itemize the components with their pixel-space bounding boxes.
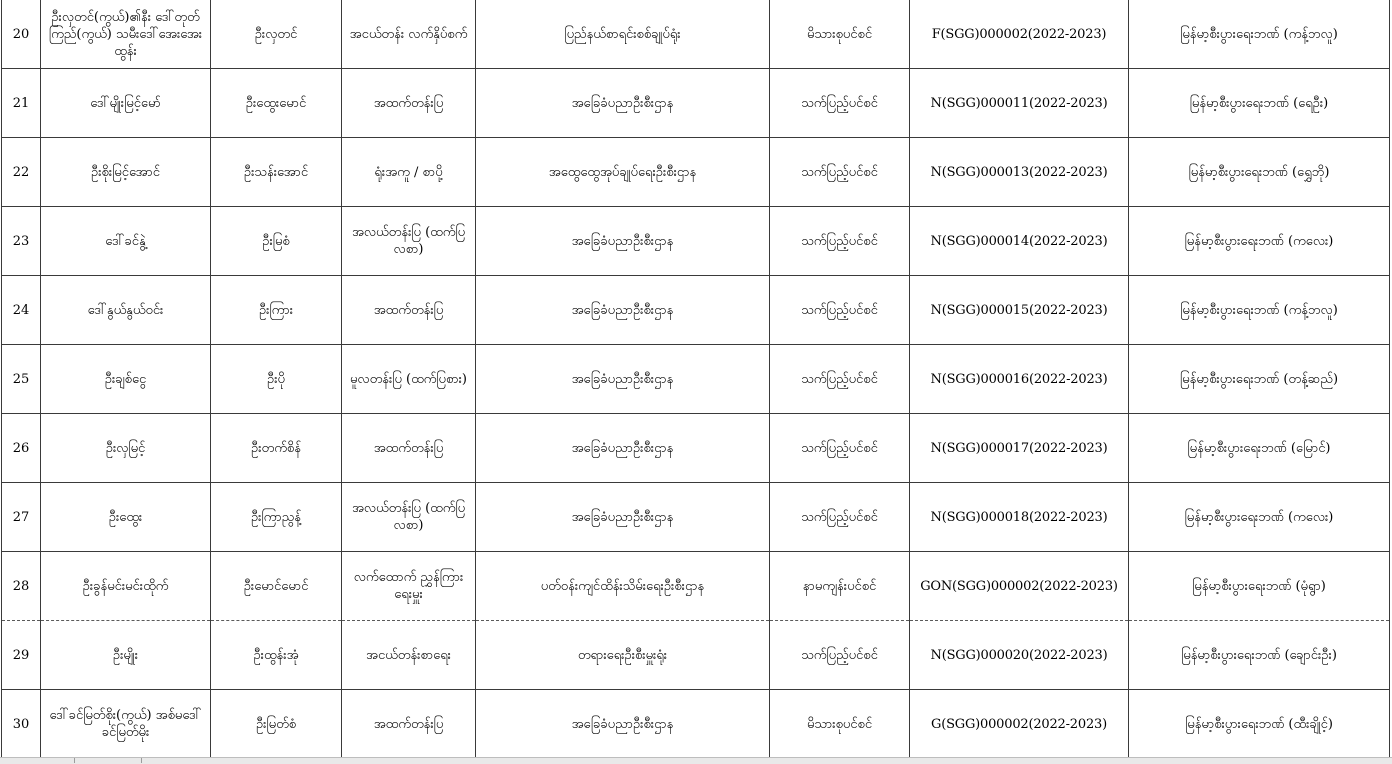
position: အထက်တန်းပြ (342, 690, 476, 759)
father-name: ဦးကြာညွန့် (211, 483, 342, 552)
person-name: ဒေါ်နွယ်နွယ်ဝင်း (41, 276, 211, 345)
bank-branch: မြန်မာ့စီးပွားရေးဘဏ် (တန့်ဆည်) (1129, 345, 1390, 414)
pension-type: မိသားစုပင်စင် (770, 0, 910, 69)
department: အခြေခံပညာဦးစီးဌာန (476, 69, 770, 138)
row-number: 27 (2, 483, 41, 552)
father-name: ဦးပို (211, 345, 342, 414)
row-number: 20 (2, 0, 41, 69)
sheet-tab-divider (141, 758, 142, 763)
bank-branch: မြန်မာ့စီးပွားရေးဘဏ် (ရေဦး) (1129, 69, 1390, 138)
person-name: ဦးလှမြင့် (41, 414, 211, 483)
table-row (2, 0, 1390, 69)
person-name: ဒေါ်မျိုးမြင့်မော် (41, 69, 211, 138)
pension-type: မိသားစုပင်စင် (770, 690, 910, 759)
table-row (2, 276, 1390, 345)
father-name: ဦးမြစံ (211, 207, 342, 276)
father-name: ဦးလှတင် (211, 0, 342, 69)
position: အလယ်တန်းပြ (ထက်ပြလစာ) (342, 207, 476, 276)
pension-number: N(SGG)000017(2022-2023) (910, 414, 1129, 483)
department: အခြေခံပညာဦးစီးဌာန (476, 276, 770, 345)
row-number: 23 (2, 207, 41, 276)
bank-branch: မြန်မာ့စီးပွားရေးဘဏ် (မုံရွာ) (1129, 552, 1390, 621)
row-number: 21 (2, 69, 41, 138)
row-number: 26 (2, 414, 41, 483)
father-name: ဦးသန်းအောင် (211, 138, 342, 207)
pension-number: N(SGG)000013(2022-2023) (910, 138, 1129, 207)
pension-number: N(SGG)000020(2022-2023) (910, 621, 1129, 690)
person-name: ဒေါ်ခင်နွဲ့ (41, 207, 211, 276)
bank-branch: မြန်မာ့စီးပွားရေးဘဏ် (ရွှေဘို) (1129, 138, 1390, 207)
department: ပြည်နယ်စာရင်းစစ်ချုပ်ရုံး (476, 0, 770, 69)
pension-type: သက်ပြည့်ပင်စင် (770, 345, 910, 414)
department: ပတ်ဝန်းကျင်ထိန်းသိမ်းရေးဦးစီးဌာန (476, 552, 770, 621)
department: အခြေခံပညာဦးစီးဌာန (476, 414, 770, 483)
person-name: ဦးလှတင်(ကွယ်)၏နီး ဒေါ်တုတ်ကြည်(ကွယ်) သမီးဒေါ်အေးအေးထွန်း (41, 0, 211, 69)
father-name: ဦးမြတ်စံ (211, 690, 342, 759)
table-row (2, 414, 1390, 483)
person-name: ဒေါ်ခင်မြတ်စိုး(ကွယ်) အစ်မဒေါ်ခင်မြတ်မိုး (41, 690, 211, 759)
father-name: ဦးထွန်းအုံ (211, 621, 342, 690)
bank-branch: မြန်မာ့စီးပွားရေးဘဏ် (ထီးချိုင့်) (1129, 690, 1390, 759)
sheet-tab-divider (74, 758, 75, 763)
position: အထက်တန်းပြ (342, 414, 476, 483)
bank-branch: မြန်မာ့စီးပွားရေးဘဏ် (ချောင်းဦး) (1129, 621, 1390, 690)
row-number: 24 (2, 276, 41, 345)
pension-number: N(SGG)000018(2022-2023) (910, 483, 1129, 552)
person-name: ဦးစိုးမြင့်အောင် (41, 138, 211, 207)
bank-branch: မြန်မာ့စီးပွားရေးဘဏ် (မြောင်) (1129, 414, 1390, 483)
position: အထက်တန်းပြ (342, 69, 476, 138)
table-row (2, 138, 1390, 207)
person-name: ဦးမျိုး (41, 621, 211, 690)
position: အငယ်တန်း လက်နှိပ်စက် (342, 0, 476, 69)
bank-branch: မြန်မာ့စီးပွားရေးဘဏ် (ကလေး) (1129, 483, 1390, 552)
pension-type: သက်ပြည့်ပင်စင် (770, 414, 910, 483)
department: အခြေခံပညာဦးစီးဌာန (476, 690, 770, 759)
father-name: ဦးထွေးမောင် (211, 69, 342, 138)
row-number: 22 (2, 138, 41, 207)
records-table (1, 0, 1390, 759)
pension-type: သက်ပြည့်ပင်စင် (770, 138, 910, 207)
department: အထွေထွေအုပ်ချုပ်ရေးဦးစီးဌာန (476, 138, 770, 207)
bank-branch: မြန်မာ့စီးပွားရေးဘဏ် (ကန့်ဘလူ) (1129, 276, 1390, 345)
table-row (2, 621, 1390, 690)
department: တရားရေးဦးစီးမှူးရုံး (476, 621, 770, 690)
department: အခြေခံပညာဦးစီးဌာန (476, 345, 770, 414)
pension-number: GON(SGG)000002(2022-2023) (910, 552, 1129, 621)
pension-type: သက်ပြည့်ပင်စင် (770, 621, 910, 690)
position: မူလတန်းပြ (ထက်ပြစား) (342, 345, 476, 414)
pension-type: သက်ပြည့်ပင်စင် (770, 207, 910, 276)
person-name: ဦးခွန်မင်းမင်းထိုက် (41, 552, 211, 621)
position: ရုံးအကူ / စာပို့ (342, 138, 476, 207)
person-name: ဦးချစ်ငွေ (41, 345, 211, 414)
pension-number: N(SGG)000016(2022-2023) (910, 345, 1129, 414)
position: အငယ်တန်းစာရေး (342, 621, 476, 690)
table-row (2, 69, 1390, 138)
position: အထက်တန်းပြ (342, 276, 476, 345)
department: အခြေခံပညာဦးစီးဌာန (476, 207, 770, 276)
row-number: 25 (2, 345, 41, 414)
pension-type: သက်ပြည့်ပင်စင် (770, 69, 910, 138)
table-row (2, 690, 1390, 759)
father-name: ဦးမောင်မောင် (211, 552, 342, 621)
row-number: 28 (2, 552, 41, 621)
pension-number: G(SGG)000002(2022-2023) (910, 690, 1129, 759)
table-row (2, 207, 1390, 276)
pension-type: သက်ပြည့်ပင်စင် (770, 276, 910, 345)
table-row (2, 483, 1390, 552)
father-name: ဦးကြား (211, 276, 342, 345)
position: အလယ်တန်းပြ (ထက်ပြလစာ) (342, 483, 476, 552)
father-name: ဦးတက်စိန် (211, 414, 342, 483)
pension-type: သက်ပြည့်ပင်စင် (770, 483, 910, 552)
department: အခြေခံပညာဦးစီးဌာန (476, 483, 770, 552)
table-row (2, 345, 1390, 414)
row-number: 29 (2, 621, 41, 690)
pension-number: N(SGG)000011(2022-2023) (910, 69, 1129, 138)
pension-number: F(SGG)000002(2022-2023) (910, 0, 1129, 69)
position: လက်ထောက် ညွှန်ကြားရေးမှူး (342, 552, 476, 621)
row-number: 30 (2, 690, 41, 759)
person-name: ဦးထွေး (41, 483, 211, 552)
table-row (2, 552, 1390, 621)
pension-type: နာမကျန်းပင်စင် (770, 552, 910, 621)
bank-branch: မြန်မာ့စီးပွားရေးဘဏ် (ကလေး) (1129, 207, 1390, 276)
bank-branch: မြန်မာ့စီးပွားရေးဘဏ် (ကန့်ဘလူ) (1129, 0, 1390, 69)
pension-number: N(SGG)000014(2022-2023) (910, 207, 1129, 276)
pension-number: N(SGG)000015(2022-2023) (910, 276, 1129, 345)
